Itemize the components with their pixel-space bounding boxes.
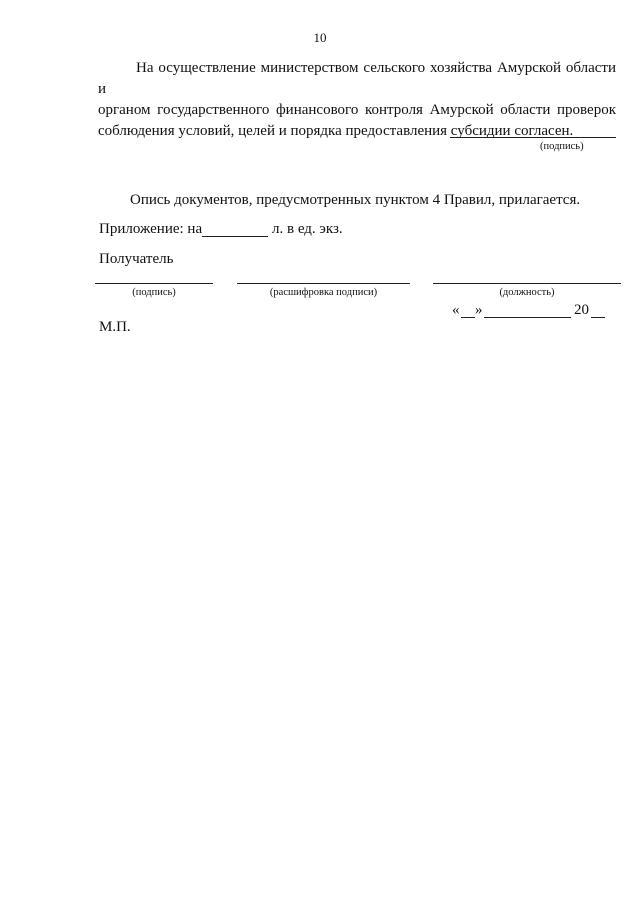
inventory-text: Опись документов, предусмотренных пунктом 4 Правил, прилагается. [130,192,581,208]
recipient-position-caption: (должность) [499,287,555,298]
recipient-decoding-caption: (расшифровка подписи) [269,287,378,298]
recipient-position-line [433,283,621,284]
agreement-signature-line [450,137,616,138]
appendix-suffix: л. в ед. экз. [272,221,343,237]
date-day-blank [461,317,475,318]
agreement-paragraph [98,58,616,142]
page-number: 10 [313,30,327,45]
appendix-pages-blank [202,236,268,237]
recipient-signature-line [95,283,213,284]
date-year-blank [591,317,605,318]
date-close-quote: » [475,302,483,318]
agreement-signature-caption: (подпись) [540,141,584,152]
date-open-quote: « [452,302,460,318]
recipient-signature-caption: (подпись) [132,287,176,298]
recipient-decoding-line [237,283,410,284]
date-month-blank [484,317,571,318]
recipient-label: Получатель [99,251,174,267]
agreement-line-2: органом государственного финансового контроля Амурской области проверок [98,102,616,118]
appendix-prefix: Приложение: на [99,221,203,237]
agreement-line-1: На осуществление министерством сельского хозяйства Амурской области и [98,60,616,97]
stamp-label: М.П. [99,319,131,335]
agreement-line-3: соблюдения условий, целей и порядка предоставления субсидии согласен. [98,123,574,139]
date-year-prefix: 20 [574,302,589,318]
